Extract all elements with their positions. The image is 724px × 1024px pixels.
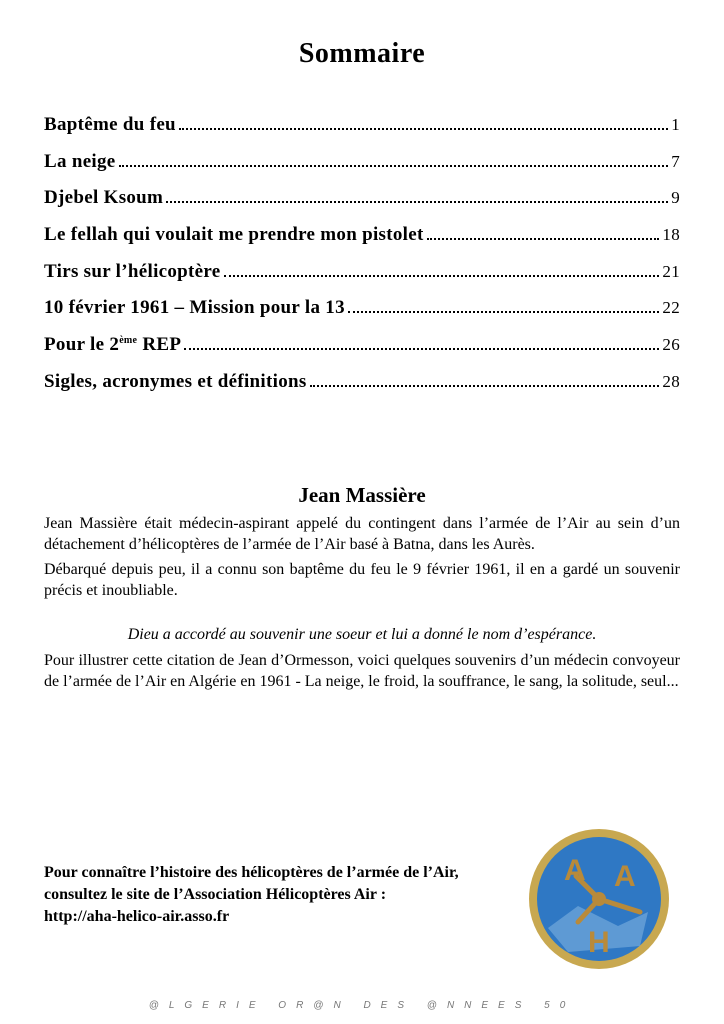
toc-entry-title: Djebel Ksoum: [44, 187, 164, 209]
footer-info: [44, 862, 534, 928]
aha-logo-icon: [528, 828, 670, 970]
toc-entry: [44, 151, 680, 188]
toc-title-prefix: Pour le 2: [44, 334, 120, 356]
footer-line: consultez le site de l’Association Hélicoptères Air :: [44, 886, 387, 903]
toc-entry-page: 22: [662, 298, 680, 318]
toc-leader: [224, 275, 660, 277]
toc-entry-page: 28: [662, 371, 680, 391]
toc-leader: [166, 201, 668, 203]
footer-url: http://aha-helico-air.asso.fr: [44, 908, 230, 925]
toc-entry-title: Baptême du feu: [44, 114, 176, 135]
toc-leader: [119, 165, 669, 167]
toc-entry-page: 21: [662, 261, 680, 281]
toc-entry: [44, 224, 680, 261]
toc-leader: [348, 311, 659, 313]
toc-leader: [179, 128, 668, 130]
toc-entry: [44, 371, 680, 408]
toc-entry-title: La neige: [44, 150, 116, 172]
footer-line: Pour connaître l’histoire des hélicoptères de l’armée de l’Air,: [44, 864, 459, 881]
author-heading: Jean Massière: [298, 483, 426, 507]
toc-entry-title: Le fellah qui voulait me prendre mon pistolet: [44, 224, 424, 246]
intro-paragraph: Pour illustrer cette citation de Jean d’Ormesson, voici quelques souvenirs d’un médecin convoyeur de l’armée de l’Air en Algérie en 1961 - La neige, le froid, la souffrance, le sang, la solitude, seul...: [44, 652, 680, 690]
toc-leader: [310, 385, 660, 387]
toc-entry-page: 18: [662, 225, 680, 245]
toc-entry-page: 7: [671, 151, 680, 171]
toc-entry-page: 9: [671, 188, 680, 208]
quote: Dieu a accordé au souvenir une soeur et lui a donné le nom d’espérance.: [127, 626, 597, 643]
toc-entry: [44, 114, 680, 151]
toc-entry-title: [44, 334, 181, 356]
logo-letter: H: [588, 926, 610, 959]
toc-leader: [427, 238, 660, 240]
author-bio-paragraph: Débarqué depuis peu, il a connu son baptême du feu le 9 février 1961, il en a gardé un souvenir précis et inoubliable.: [44, 561, 680, 599]
logo-letter: A: [614, 860, 636, 893]
toc-entry-title: Sigles, acronymes et définitions: [44, 370, 307, 392]
toc-entry-page: 26: [662, 335, 680, 355]
logo-letter: A: [564, 854, 586, 887]
footer-caption: @LGERIE OR@N DES @NNEES 50: [148, 1000, 576, 1011]
toc-entry: [44, 297, 680, 334]
table-of-contents: [44, 114, 680, 408]
page-title: Sommaire: [298, 38, 426, 69]
toc-leader: [184, 348, 659, 350]
toc-entry: [44, 261, 680, 298]
toc-entry: [44, 187, 680, 224]
toc-title-superscript: ème: [119, 335, 138, 347]
toc-entry-title: Tirs sur l’hélicoptère: [44, 260, 221, 282]
toc-entry: [44, 334, 680, 371]
author-bio-paragraph: Jean Massière était médecin-aspirant appelé du contingent dans l’armée de l’Air au sein d’un détachement d’hélicoptères de l’armée de l’Air basé à Batna, dans les Aurès.: [44, 515, 680, 553]
toc-entry-title: 10 février 1961 – Mission pour la 13: [44, 297, 345, 319]
toc-entry-page: 1: [671, 115, 680, 134]
toc-title-suffix: REP: [137, 334, 182, 356]
